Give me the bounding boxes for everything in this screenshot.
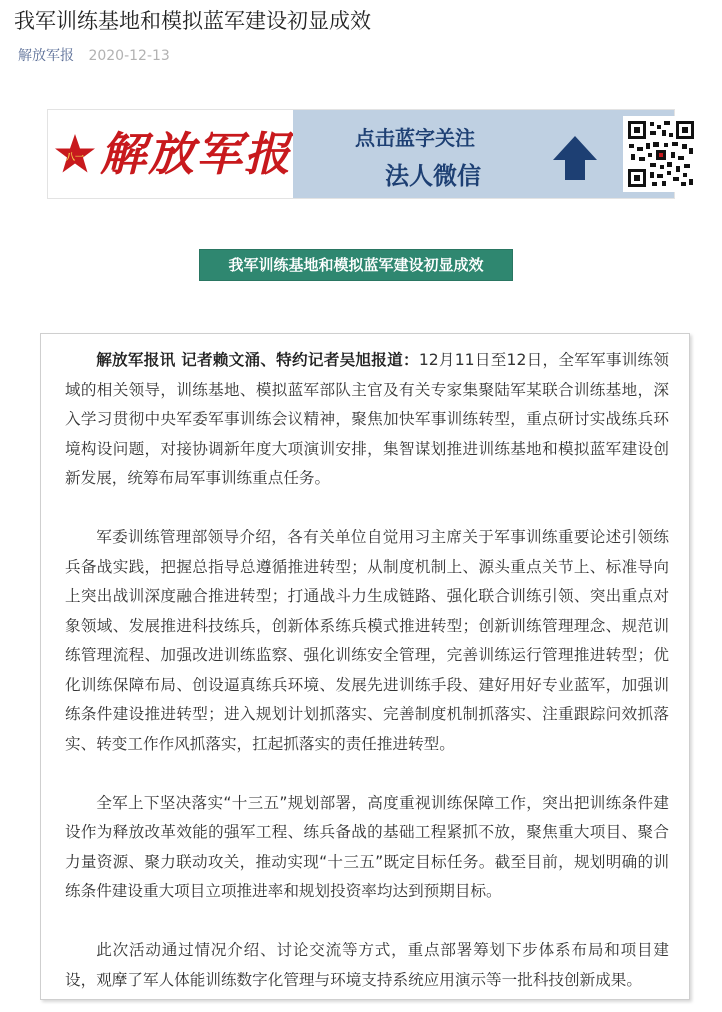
arrow-up-icon xyxy=(551,134,599,182)
publish-date: 2020-12-13 xyxy=(88,48,170,64)
paragraph-1-text: 12月11日至12日，全军军事训练领域的相关领导，训练基地、模拟蓝军部队主官及有关专家集聚陆军某联合训练基地，深入学习贯彻中央军委军事训练会议精神，聚焦加快军事训练转型，重点研讨实战练兵环境构设问题，对接协调新年度大项演训安排，集智谋划推进训练基地和模拟蓝军建设创新发展，统筹布局军事训练重点任务。 xyxy=(65,351,670,487)
article-subheading-banner: 我军训练基地和模拟蓝军建设初显成效 xyxy=(200,250,512,280)
brand-calligraphy-logo: 解放军报 xyxy=(100,127,292,181)
dateline-lead: 解放军报讯 记者赖文涌、特约记者吴旭报道： xyxy=(96,351,419,369)
follow-prompt-text: 点击蓝字关注 xyxy=(355,126,475,150)
paragraph-3: 全军上下坚决落实“十三五”规划部署，高度重视训练保障工作，突出把训练条件建设作为释放改革效能的强军工程、练兵备战的基础工程紧抓不放，聚焦重大项目、聚合力量资源、聚力联动攻关，推动实现“十三五”既定目标任务。截至目前，规划明确的训练条件建设重大项目立项推进率和规划投资率均达到预期目标。 xyxy=(65,793,669,900)
red-star-icon xyxy=(54,133,96,175)
qr-code-icon[interactable] xyxy=(623,116,699,192)
article-body xyxy=(40,333,690,1000)
paragraph-1 xyxy=(65,346,669,494)
official-wechat-text: 法人微信 xyxy=(385,162,481,190)
follow-banner[interactable] xyxy=(47,109,675,199)
svg-text:八一: 八一 xyxy=(65,153,85,163)
follow-panel[interactable] xyxy=(293,110,674,198)
paragraph-4: 此次活动通过情况介绍、讨论交流等方式，重点部署筹划下步体系布局和项目建设，观摩了军人体能训练数字化管理与环境支持系统应用演示等一批科技创新成果。 xyxy=(65,941,669,989)
article-title: 我军训练基地和模拟蓝军建设初显成效 xyxy=(14,9,371,33)
brand-logo-area xyxy=(48,110,293,198)
paragraph-2: 军委训练管理部领导介绍，各有关单位自觉用习主席关于军事训练重要论述引领练兵备战实践，把握总指导总遵循推进转型；从制度机制上、源头重点关节上、标准导向上突出战训深度融合推进转型；打通战斗力生成链路、强化联合训练引领、突出重点对象领域、发展推进科技练兵，创新体系练兵模式推进转型；创新训练管理理念、规范训练管理流程、加强改进训练监察、强化训练安全管理，完善训练运行管理推进转型；优化训练保障布局、创设逼真练兵环境、发展先进训练手段、建好用好专业蓝军，加强训练条件建设推进转型；进入规划计划抓落实、完善制度机制抓落实、注重跟踪问效抓落实、转变工作作风抓落实，扛起抓落实的责任推进转型。 xyxy=(65,528,669,753)
article-meta xyxy=(18,46,170,66)
account-name-link[interactable]: 解放军报 xyxy=(18,48,74,64)
